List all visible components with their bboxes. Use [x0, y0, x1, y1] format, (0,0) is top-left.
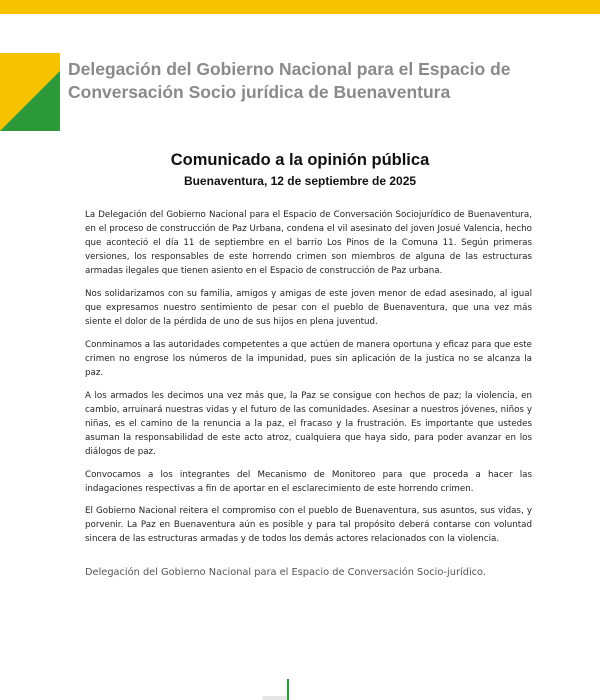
- document-date-line: Buenaventura, 12 de septiembre de 2025: [183, 174, 417, 188]
- paragraph: La Delegación del Gobierno Nacional para el Espacio de Conversación Sociojurídico de Buenaventura, en el proceso de construcción de Paz Urbana, condena el vil asesinato del joven Josué Valencia, hecho que aconteció el día 11 de septiembre en el barrio Los Pinos de la Comuna 11. Según primeras versiones, los responsables de este horrendo crimen son miembros de alguna de las estructuras armadas ilegales que tienen asiento en el Espacio de construcción de Paz urbana.: [85, 210, 532, 277]
- top-yellow-band: [0, 0, 600, 14]
- bottom-shadow: [262, 696, 288, 700]
- header-title: Delegación del Gobierno Nacional para el Espacio de Conversación Socio jurídica de Buenaventura: [68, 59, 511, 102]
- delegation-logo-icon: [0, 53, 60, 131]
- paragraph: El Gobierno Nacional reitera el compromiso con el pueblo de Buenaventura, sus asuntos, sus vidas, y porvenir. La Paz en Buenaventura aún es posible y para tal propósito deberá contarse con voluntad sincera de las estructuras armadas y de todos los demás actores relacionados con la violencia.: [85, 506, 532, 545]
- document-body: [85, 208, 532, 555]
- document-heading: Comunicado a la opinión pública: [170, 151, 430, 169]
- bottom-green-mark: [287, 679, 289, 700]
- paragraph: Convocamos a los integrantes del Mecanismo de Monitoreo para que proceda a hacer las indagaciones respectivas a fin de aportar en el esclarecimiento de este horrendo crimen.: [85, 469, 532, 494]
- paragraph: Conminamos a las autoridades competentes a que actúen de manera oportuna y eficaz para que este crimen no engrose los números de la impunidad, pues sin aplicación de la justica no se alcanza la paz.: [85, 339, 532, 378]
- signature-line: Delegación del Gobierno Nacional para el Espacio de Conversación Socio-jurídico.: [85, 567, 486, 578]
- paragraph: A los armados les decimos una vez más que, la Paz se consigue con hechos de paz; la violencia, en cambio, arruinará nuestras vidas y el futuro de las comunidades. Asesinar a nuestros jóvenes, niños y niñas, es el camino de la renuncia a la paz, el fracaso y la frustración. Es importante que ustedes asuman la responsabilidad de este acto atroz, cualquiera que haya sido, para poder avanzar en los diálogos de paz.: [85, 390, 532, 457]
- paragraph: Nos solidarizamos con su familia, amigos y amigas de este joven menor de edad asesinado, al igual que expresamos nuestro sentimiento de pesar con el pueblo de Buenaventura, que una vez más siente el dolor de la pérdida de uno de sus hijos en plena juventud.: [85, 288, 532, 328]
